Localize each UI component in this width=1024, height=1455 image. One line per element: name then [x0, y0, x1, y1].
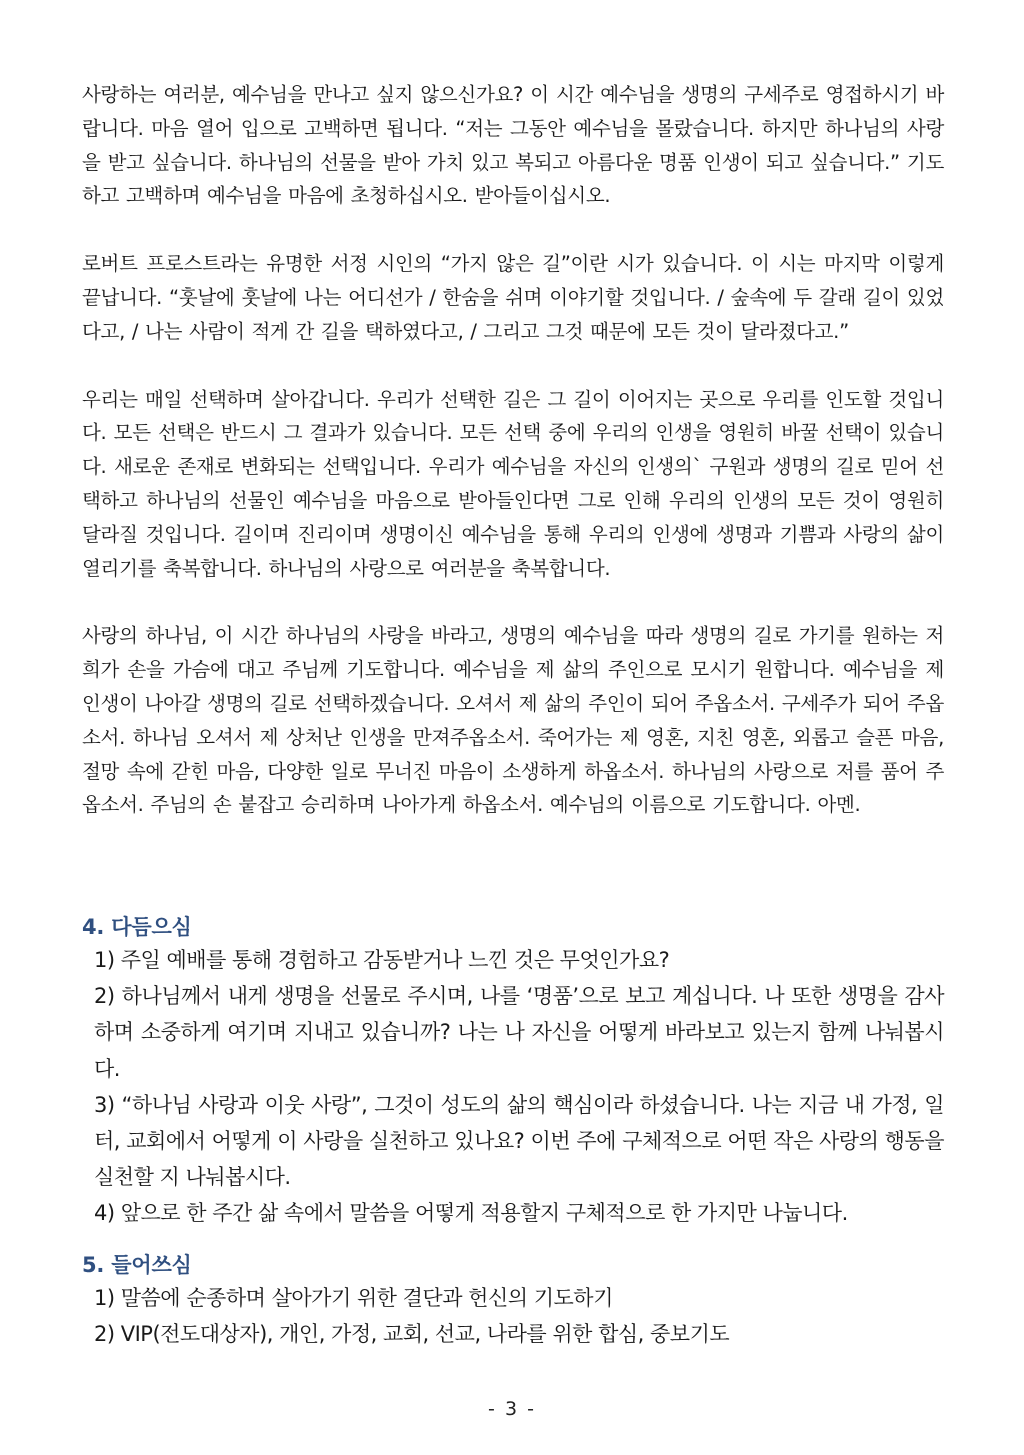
list-item: 3) “하나님 사랑과 이웃 사랑”, 그것이 성도의 삶의 핵심이라 하셨습니다. 나는 지금 내 가정, 일터, 교회에서 어떻게 이 사랑을 실천하고 있나요? 이번 주에 구체적으로 어떤 작은 사랑의 행동을 실천할 지 나눠봅시다. — [94, 1092, 944, 1190]
section-4 — [82, 912, 944, 1232]
list-item: 2) 하나님께서 내게 생명을 선물로 주시며, 나를 ‘명품’으로 보고 계십니다. 나 또한 생명을 감사하며 소중하게 여기며 지내고 있습니까? 나는 나 자신을 어떻게 바라보고 있는지 함께 나눠봅시다. — [94, 984, 944, 1081]
paragraph: 로버트 프로스트라는 유명한 서정 시인의 “가지 않은 길”이란 시가 있습니다. 이 시는 마지막 이렇게 끝납니다. “훗날에 훗날에 나는 어디선가 / 한숨을 쉬며 이야기할 것입니다. / 숲속에 두 갈래 길이 있었다고, / 나는 사람이 적게 간 길을 택하였다고, / 그리고 그것 때문에 모든 것이 달라졌다고.” — [82, 252, 944, 343]
section-5 — [82, 1250, 944, 1352]
list-item: 1) 주일 예배를 통해 경험하고 감동받거나 느낀 것은 무엇인가요? — [94, 948, 670, 972]
section-4-title: 4. 다듬으심 — [82, 915, 192, 939]
section-5-list — [82, 1280, 944, 1352]
list-item: 4) 앞으로 한 주간 삶 속에서 말씀을 어떻게 적용할지 구체적으로 한 가지만 나눕니다. — [94, 1201, 848, 1226]
section-4-list — [82, 942, 944, 1232]
list-item: 2) VIP(전도대상자), 개인, 가정, 교회, 선교, 나라를 위한 합심, 중보기도 — [94, 1322, 730, 1347]
list-item: 1) 말씀에 순종하며 살아가기 위한 결단과 헌신의 기도하기 — [94, 1286, 613, 1310]
paragraph: 사랑의 하나님, 이 시간 하나님의 사랑을 바라고, 생명의 예수님을 따라 생명의 길로 가기를 원하는 저희가 손을 가슴에 대고 주님께 기도합니다. 예수님을 제 삶의 주인으로 모시기 원합니다. 예수님을 제 인생이 나아갈 생명의 길로 선택하겠습니다. 오셔서 제 삶의 주인이 되어 주옵소서. 구세주가 되어 주옵소서. 하나님 오셔서 제 상처난 인생을 만져주옵소서. 죽어가는 제 영혼, 지친 영혼, 외롭고 슬픈 마음, 절망 속에 갇힌 마음, 다양한 일로 무너진 마음이 소생하게 하옵소서. 하나님의 사랑으로 저를 품어 주옵소서. 주님의 손 붙잡고 승리하며 나아가게 하옵소서. 예수님의 이름으로 기도합니다. 아멘. — [82, 624, 944, 817]
page-number: - 3 - — [488, 1398, 536, 1420]
paragraph: 우리는 매일 선택하며 살아갑니다. 우리가 선택한 길은 그 길이 이어지는 곳으로 우리를 인도할 것입니다. 모든 선택은 반드시 그 결과가 있습니다. 모든 선택 중에 우리의 인생을 영원히 바꿀 선택이 있습니다. 새로운 존재로 변화되는 선택입니다. 우리가 예수님을 자신의 인생의` 구원과 생명의 길로 믿어 선택하고 하나님의 선물인 예수님을 마음으로 받아들인다면 그로 인해 우리의 인생의 모든 것이 영원히 달라질 것입니다. 길이며 진리이며 생명이신 예수님을 통해 우리의 인생에 생명과 기쁨과 사랑의 삶이 열리기를 축복합니다. 하나님의 사랑으로 여러분을 축복합니다. — [82, 387, 944, 580]
section-5-title: 5. 들어쓰심 — [82, 1253, 192, 1277]
body-text — [82, 78, 944, 822]
paragraph: 사랑하는 여러분, 예수님을 만나고 싶지 않으신가요? 이 시간 예수님을 생명의 구세주로 영접하시기 바랍니다. 마음 열어 입으로 고백하면 됩니다. “저는 그동안 예수님을 몰랐습니다. 하지만 하나님의 사랑을 받고 싶습니다. 하나님의 선물을 받아 가치 있고 복되고 아름다운 명품 인생이 되고 싶습니다.” 기도하고 고백하며 예수님을 마음에 초청하십시오. 받아들이십시오. — [82, 83, 944, 208]
